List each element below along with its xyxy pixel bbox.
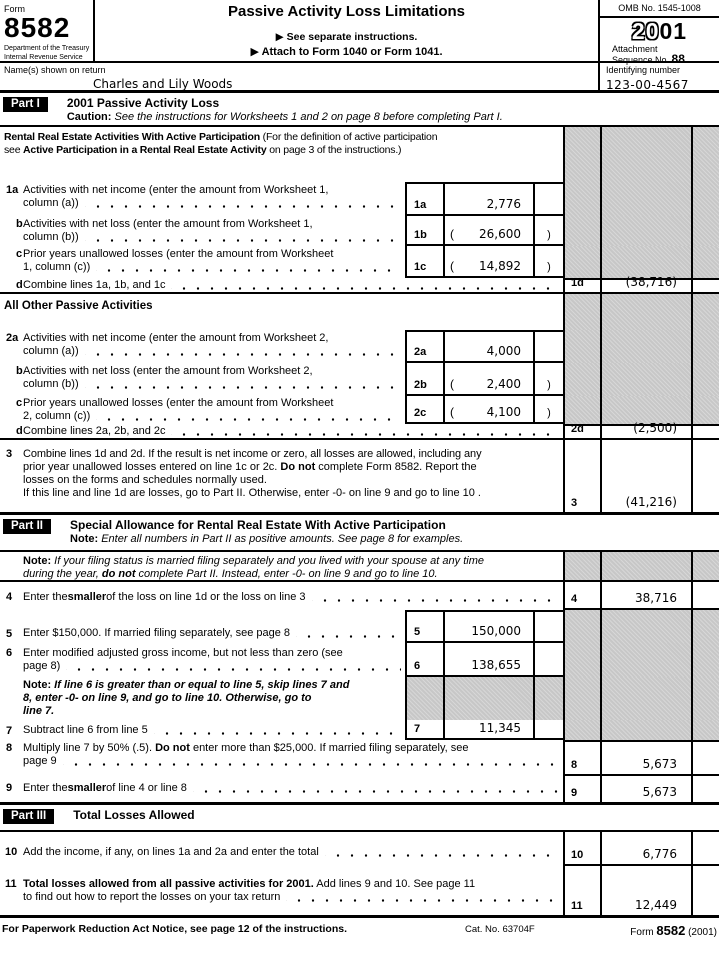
shaded-cell xyxy=(691,610,719,643)
line-1d-amount[interactable]: (38,716) xyxy=(625,275,677,289)
part1-header xyxy=(0,93,719,127)
part1-badge: Part I xyxy=(3,97,48,112)
shaded-cell xyxy=(563,330,600,363)
line-6-box-label: 6 xyxy=(405,643,443,677)
line-1d-box-label: 1d xyxy=(563,278,600,292)
line-1b-row xyxy=(0,216,719,246)
identifying-number-label: Identifying number xyxy=(606,65,681,75)
empty-cell xyxy=(691,278,719,292)
form-number: 8582 xyxy=(4,12,71,43)
dot-leader xyxy=(312,591,559,603)
shaded-cell xyxy=(691,216,719,246)
line-2d-row xyxy=(0,421,719,440)
footer-form-year: (2001) xyxy=(685,927,717,938)
paperwork-notice: For Paperwork Reduction Act Notice, see page 12 of the instructions. xyxy=(2,923,348,935)
line-5-number: 5 xyxy=(6,628,13,640)
line-4-text2: of the loss on line 1d or the loss on line 3 xyxy=(106,591,306,603)
shaded-cell xyxy=(600,294,691,330)
rental-heading-row xyxy=(0,127,719,182)
line-8-amount-cell[interactable] xyxy=(600,740,691,776)
shaded-cell xyxy=(600,610,691,643)
line-6-row xyxy=(0,643,719,677)
dot-leader xyxy=(286,891,559,903)
line-1a-paren-cell xyxy=(533,182,563,216)
line-4-row xyxy=(0,582,719,610)
part3-title: Total Losses Allowed xyxy=(73,808,195,822)
form-title-block xyxy=(95,0,598,61)
dot-leader xyxy=(296,627,401,639)
line-9-text-bold: smaller xyxy=(67,782,107,794)
line-1d-amount-cell[interactable] xyxy=(600,275,691,292)
line-1b-number: b xyxy=(16,218,23,230)
line-7-number: 7 xyxy=(6,725,13,737)
attach-to-note: ▶ Attach to Form 1040 or Form 1041. xyxy=(250,46,443,58)
line-1a-number: 1a xyxy=(6,184,19,196)
shaded-cell xyxy=(405,677,443,720)
line-2a-row xyxy=(0,330,719,363)
line-5-text: Enter $150,000. If married filing separately, see page 8 xyxy=(23,627,291,639)
shaded-cell xyxy=(600,330,691,363)
line-1b-box-label: 1b xyxy=(405,216,443,246)
line-1a-box-label: 1a xyxy=(405,182,443,216)
line-1a-row xyxy=(0,182,719,216)
line-10-label xyxy=(0,832,563,866)
line-7-paren-cell xyxy=(533,720,563,740)
line-11-label xyxy=(0,866,563,915)
line-1c-amount[interactable]: 14,892 xyxy=(479,259,521,273)
line-9-box-label: 9 xyxy=(563,776,600,802)
note-text1: If your filing status is married filing separately and you lived with your spouse at any time xyxy=(51,555,484,567)
line-11-amount[interactable]: 12,449 xyxy=(635,898,677,912)
other-activities-heading: All Other Passive Activities xyxy=(4,300,153,312)
line-2c-amount-cell[interactable] xyxy=(443,396,533,424)
line-6-note-row xyxy=(0,677,719,720)
part2-filing-note xyxy=(0,552,563,580)
shaded-cell xyxy=(600,216,691,246)
line-2c-text1: Prior years unallowed losses (enter the amount from Worksheet xyxy=(23,397,334,409)
line-4-label xyxy=(0,582,563,610)
shaded-cell xyxy=(563,216,600,246)
line-1a-label xyxy=(0,182,405,216)
dot-leader xyxy=(325,846,559,858)
dot-leader xyxy=(96,261,401,273)
line-5-label xyxy=(0,610,405,643)
line-1b-paren-cell xyxy=(533,216,563,246)
tax-year xyxy=(600,19,719,44)
line-10-box-label: 10 xyxy=(563,832,600,866)
shaded-cell xyxy=(691,127,719,182)
shaded-cell xyxy=(563,363,600,396)
footer-form-label: Form xyxy=(630,927,657,938)
line-4-amount-cell[interactable] xyxy=(600,582,691,610)
line-7-amount[interactable]: 11,345 xyxy=(479,721,521,735)
shaded-cell xyxy=(691,246,719,278)
line-1d-row xyxy=(0,275,719,294)
shaded-cell xyxy=(600,363,691,396)
line-9-number: 9 xyxy=(6,782,13,794)
line-2b-paren-cell xyxy=(533,363,563,396)
rental-heading-text2: see xyxy=(4,144,24,156)
line-1a-amount[interactable]: 2,776 xyxy=(486,197,521,211)
rental-heading-text1: (For the definition of active participation xyxy=(259,131,438,143)
rental-heading-text3: on page 3 of the instructions.) xyxy=(266,144,402,156)
line-9-amount-cell[interactable] xyxy=(600,776,691,802)
close-paren: ) xyxy=(547,261,551,273)
caution-text: See the instructions for Worksheets 1 and 2 on page 8 before completing Part I. xyxy=(111,111,503,123)
line-1a-amount-cell[interactable] xyxy=(443,182,533,216)
open-paren: ( xyxy=(450,377,454,391)
line-10-amount[interactable]: 6,776 xyxy=(642,847,677,861)
empty-cell xyxy=(691,440,719,512)
empty-cell xyxy=(691,866,719,915)
open-paren: ( xyxy=(450,405,454,419)
line-1c-number: c xyxy=(16,248,23,260)
line-11-amount-cell[interactable] xyxy=(600,866,691,915)
dot-leader xyxy=(171,425,559,437)
line-3-text3: losses on the forms and schedules normally used. xyxy=(23,474,267,486)
shaded-cell xyxy=(563,677,600,720)
form-title: Passive Activity Loss Limitations xyxy=(227,3,466,20)
dot-leader xyxy=(193,782,559,794)
line-3-text2c: complete Form 8582. Report the xyxy=(315,461,477,473)
line-1c-amount-cell[interactable] xyxy=(443,246,533,278)
part2-note-label: Note: xyxy=(70,533,99,545)
rental-heading-bold2: Active Participation in a Rental Real Estate Activity xyxy=(23,144,267,156)
shaded-cell xyxy=(563,552,600,580)
part3-badge: Part III xyxy=(3,809,54,824)
dot-leader xyxy=(154,724,401,736)
open-paren: ( xyxy=(450,259,454,273)
line-4-text1: Enter the xyxy=(23,591,68,603)
line-11-row xyxy=(0,866,719,915)
line-1b-amount[interactable]: 26,600 xyxy=(479,227,521,241)
line-2d-box-label: 2d xyxy=(563,424,600,438)
form-word-label: Form xyxy=(4,4,25,14)
line-6-number: 6 xyxy=(6,647,13,659)
line-8-row xyxy=(0,740,719,776)
line-4-number: 4 xyxy=(6,591,13,603)
tax-year-outline: 20 xyxy=(631,18,660,44)
line-2b-text2: column (b)) xyxy=(23,378,79,390)
identifying-number-field[interactable]: 123-00-4567 xyxy=(606,78,689,92)
name-label: Name(s) shown on return xyxy=(4,65,106,75)
line-2a-label xyxy=(0,330,405,363)
shaded-cell xyxy=(691,396,719,424)
omb-number: OMB No. 1545-1008 xyxy=(600,0,719,18)
line-5-amount-cell[interactable] xyxy=(443,610,533,643)
line-1b-text1: Activities with net loss (enter the amount from Worksheet 1, xyxy=(23,218,313,230)
shaded-cell xyxy=(600,396,691,424)
line-9-label xyxy=(0,776,563,802)
dot-leader xyxy=(96,410,401,422)
line-2b-text1: Activities with net loss (enter the amount from Worksheet 2, xyxy=(23,365,313,377)
line-2a-text2: column (a)) xyxy=(23,345,79,357)
shaded-cell xyxy=(600,182,691,216)
note6-label: Note: xyxy=(23,679,52,691)
line-2c-amount[interactable]: 4,100 xyxy=(486,405,521,419)
line-7-amount-cell[interactable] xyxy=(443,720,533,740)
line-2a-amount[interactable]: 4,000 xyxy=(486,344,521,358)
dot-leader xyxy=(63,755,559,767)
line-6-label xyxy=(0,643,405,677)
line-2b-box-label: 2b xyxy=(405,363,443,396)
dot-leader xyxy=(85,231,401,243)
rental-heading-bold: Rental Real Estate Activities With Active Participation xyxy=(4,131,260,143)
shaded-cell xyxy=(563,643,600,677)
line-2b-row xyxy=(0,363,719,396)
form-footer xyxy=(0,915,719,963)
dot-leader xyxy=(85,378,401,390)
close-paren: ) xyxy=(547,229,551,241)
line-10-number: 10 xyxy=(5,846,18,858)
dot-leader xyxy=(85,345,401,357)
line-2d-amount-cell[interactable] xyxy=(600,421,691,438)
shaded-cell xyxy=(600,643,691,677)
open-paren: ( xyxy=(450,227,454,241)
line-7-row xyxy=(0,720,719,740)
shaded-cell xyxy=(563,396,600,424)
shaded-cell xyxy=(600,677,691,720)
line-5-amount[interactable]: 150,000 xyxy=(471,624,521,638)
line-3-text4: If this line and line 1d are losses, go to Part II. Otherwise, enter -0- on line 9 and go to line 10 . xyxy=(23,487,481,499)
line-7-text: Subtract line 6 from line 5 xyxy=(23,724,148,736)
line-1c-label xyxy=(0,246,405,278)
shaded-cell xyxy=(563,294,600,330)
line-4-box-label: 4 xyxy=(563,582,600,610)
line-8-text1: Multiply line 7 by 50% (.5). xyxy=(23,742,156,754)
catalog-number: Cat. No. 63704F xyxy=(465,924,535,935)
line-1a-text2: column (a)) xyxy=(23,197,79,209)
attachment-label: Attachment xyxy=(612,44,658,54)
line-11-text-bold: Total losses allowed from all passive activities for 2001. xyxy=(23,878,314,890)
caution-label: Caution: xyxy=(66,111,112,123)
empty-cell xyxy=(691,582,719,610)
note-label: Note: xyxy=(23,555,52,567)
line-3-text2b: Do not xyxy=(280,461,316,473)
see-instructions-note: ▶ See separate instructions. xyxy=(275,31,418,43)
line-1c-paren-cell xyxy=(533,246,563,278)
close-paren: ) xyxy=(547,407,551,419)
line-2c-text2: 2, column (c)) xyxy=(23,410,91,422)
part3-header xyxy=(0,802,719,832)
line-2d-text: Combine lines 2a, 2b, and 2c xyxy=(23,425,166,437)
dot-leader xyxy=(66,660,401,672)
part1-title: 2001 Passive Activity Loss xyxy=(66,96,220,110)
line-1d-label xyxy=(0,278,563,292)
line-7-label xyxy=(0,720,405,740)
line-8-text-bold: Do not xyxy=(155,742,190,754)
part2-title: Special Allowance for Rental Real Estate With Active Participation xyxy=(70,518,446,532)
form-number-block xyxy=(0,0,95,61)
sequence-label: Sequence No. xyxy=(612,55,672,65)
line-1b-amount-cell[interactable] xyxy=(443,216,533,246)
line-2c-number: c xyxy=(16,397,23,409)
line-10-amount-cell[interactable] xyxy=(600,832,691,866)
shaded-cell xyxy=(563,246,600,278)
line-3-amount-cell[interactable] xyxy=(600,440,691,512)
line-2c-paren-cell xyxy=(533,396,563,424)
irs-label: Internal Revenue Service xyxy=(4,53,83,61)
shaded-cell xyxy=(563,610,600,643)
taxpayer-name-field[interactable]: Charles and Lily Woods xyxy=(93,77,233,91)
line-8-amount[interactable]: 5,673 xyxy=(642,757,677,771)
line-3-row xyxy=(0,440,719,515)
line-1c-box-label: 1c xyxy=(405,246,443,278)
shaded-cell xyxy=(600,552,691,580)
line-2c-label xyxy=(0,396,405,424)
shaded-cell xyxy=(691,677,719,720)
footer-form-number: 8582 xyxy=(656,923,686,938)
line-1d-number: d xyxy=(16,279,23,291)
line-2a-number: 2a xyxy=(6,332,19,344)
form-header xyxy=(0,0,719,66)
line-1a-text1: Activities with net income (enter the amount from Worksheet 1, xyxy=(23,184,329,196)
note-text-bold: do not xyxy=(101,568,136,580)
line-3-label xyxy=(0,440,563,512)
part2-badge: Part II xyxy=(3,519,51,534)
note-text2: during the year, xyxy=(23,568,102,580)
line-11-text2: to find out how to report the losses on your tax return xyxy=(23,891,281,903)
line-2b-amount[interactable]: 2,400 xyxy=(486,377,521,391)
line-3-number: 3 xyxy=(6,448,13,460)
part2-filing-note-row xyxy=(0,552,719,582)
part2-note-text: Enter all numbers in Part II as positive amounts. See page 8 for examples. xyxy=(98,533,464,545)
line-1c-row xyxy=(0,246,719,278)
line-10-text: Add the income, if any, on lines 1a and 2a and enter the total xyxy=(23,846,319,858)
shaded-cell xyxy=(600,127,691,182)
line-9-row xyxy=(0,776,719,802)
shaded-cell xyxy=(691,182,719,216)
line-2d-number: d xyxy=(16,425,23,437)
line-5-box-label: 5 xyxy=(405,610,443,643)
line-2a-box-label: 2a xyxy=(405,330,443,363)
empty-cell xyxy=(691,424,719,438)
line-1c-text1: Prior years unallowed losses (enter the amount from Worksheet xyxy=(23,248,334,260)
note6-text3: line 7. xyxy=(23,705,55,717)
line-2b-number: b xyxy=(16,365,23,377)
line-8-label xyxy=(0,740,563,776)
shaded-cell xyxy=(691,330,719,363)
rental-heading xyxy=(0,127,563,182)
shaded-cell xyxy=(600,246,691,278)
shaded-cell xyxy=(691,294,719,330)
line-1b-text2: column (b)) xyxy=(23,231,79,243)
sequence-number: 88 xyxy=(671,52,685,66)
dot-leader xyxy=(171,279,559,291)
line-6-paren-cell xyxy=(533,643,563,677)
name-row xyxy=(0,63,719,93)
line-8-text3: page 9 xyxy=(23,755,57,767)
line-8-box-label: 8 xyxy=(563,740,600,776)
line-3-text1: Combine lines 1d and 2d. If the result is net income or zero, all losses are allowed, including any xyxy=(23,448,482,460)
dept-treasury-label: Department of the Treasury xyxy=(4,45,90,52)
other-activities-heading-row xyxy=(0,294,719,330)
line-6-note xyxy=(0,677,405,720)
shaded-cell xyxy=(600,720,691,740)
attachment-sequence xyxy=(600,44,719,65)
line-6-amount-cell[interactable] xyxy=(443,643,533,677)
line-5-row xyxy=(0,610,719,643)
shaded-cell xyxy=(533,677,563,720)
line-1c-text2: 1, column (c)) xyxy=(23,261,91,273)
line-11-number: 11 xyxy=(5,878,17,890)
line-2b-amount-cell[interactable] xyxy=(443,363,533,396)
line-1d-text: Combine lines 1a, 1b, and 1c xyxy=(23,279,166,291)
form-footer-id xyxy=(630,923,717,938)
empty-cell xyxy=(691,832,719,866)
line-4-amount[interactable]: 38,716 xyxy=(635,591,677,605)
shaded-cell xyxy=(691,643,719,677)
line-2a-text1: Activities with net income (enter the amount from Worksheet 2, xyxy=(23,332,329,344)
line-11-box-label: 11 xyxy=(563,866,600,915)
shaded-cell xyxy=(691,363,719,396)
line-9-text2: of line 4 or line 8 xyxy=(106,782,187,794)
line-4-text-bold: smaller xyxy=(67,591,107,603)
empty-cell xyxy=(691,776,719,802)
line-6-text1: Enter modified adjusted gross income, but not less than zero (see xyxy=(23,647,343,659)
line-3-amount[interactable]: (41,216) xyxy=(625,495,677,509)
line-3-box-label: 3 xyxy=(563,440,600,512)
identifying-number-cell xyxy=(598,63,719,90)
line-8-text2: enter more than $25,000. If married filing separately, see xyxy=(189,742,469,754)
empty-cell xyxy=(691,740,719,776)
line-2a-amount-cell[interactable] xyxy=(443,330,533,363)
note6-text2: 8, enter -0- on line 9, and go to line 10. Otherwise, go to xyxy=(23,692,312,704)
line-5-paren-cell xyxy=(533,610,563,643)
shaded-cell xyxy=(691,720,719,740)
shaded-cell xyxy=(563,720,600,740)
shaded-cell xyxy=(443,677,533,720)
line-2c-row xyxy=(0,396,719,424)
line-7-box-label: 7 xyxy=(405,720,443,740)
line-9-text1: Enter the xyxy=(23,782,68,794)
line-11-text1: Add lines 9 and 10. See page 11 xyxy=(313,878,476,890)
note6-text1: If line 6 is greater than or equal to line 5, skip lines 7 and xyxy=(51,679,350,691)
tax-year-solid: 01 xyxy=(659,18,688,44)
line-6-amount[interactable]: 138,655 xyxy=(471,658,521,672)
note-text3: complete Part II. Instead, enter -0- on line 9 and go to line 10. xyxy=(135,568,438,580)
line-2b-label xyxy=(0,363,405,396)
line-8-number: 8 xyxy=(6,742,13,754)
name-cell xyxy=(0,63,598,90)
omb-block xyxy=(598,0,719,66)
line-10-row xyxy=(0,832,719,866)
line-3-text2a: prior year unallowed losses entered on line 1c or 2c. xyxy=(23,461,281,473)
line-9-amount[interactable]: 5,673 xyxy=(642,785,677,799)
line-2a-paren-cell xyxy=(533,330,563,363)
shaded-cell xyxy=(563,127,600,182)
shaded-cell xyxy=(563,182,600,216)
close-paren: ) xyxy=(547,379,551,391)
line-2c-box-label: 2c xyxy=(405,396,443,424)
dot-leader xyxy=(85,197,401,209)
part2-header xyxy=(0,515,719,552)
line-1b-label xyxy=(0,216,405,246)
line-6-text2: page 8) xyxy=(23,660,61,672)
line-2d-amount[interactable]: (2,500) xyxy=(633,421,677,435)
shaded-cell xyxy=(691,552,719,580)
line-2d-label xyxy=(0,424,563,438)
